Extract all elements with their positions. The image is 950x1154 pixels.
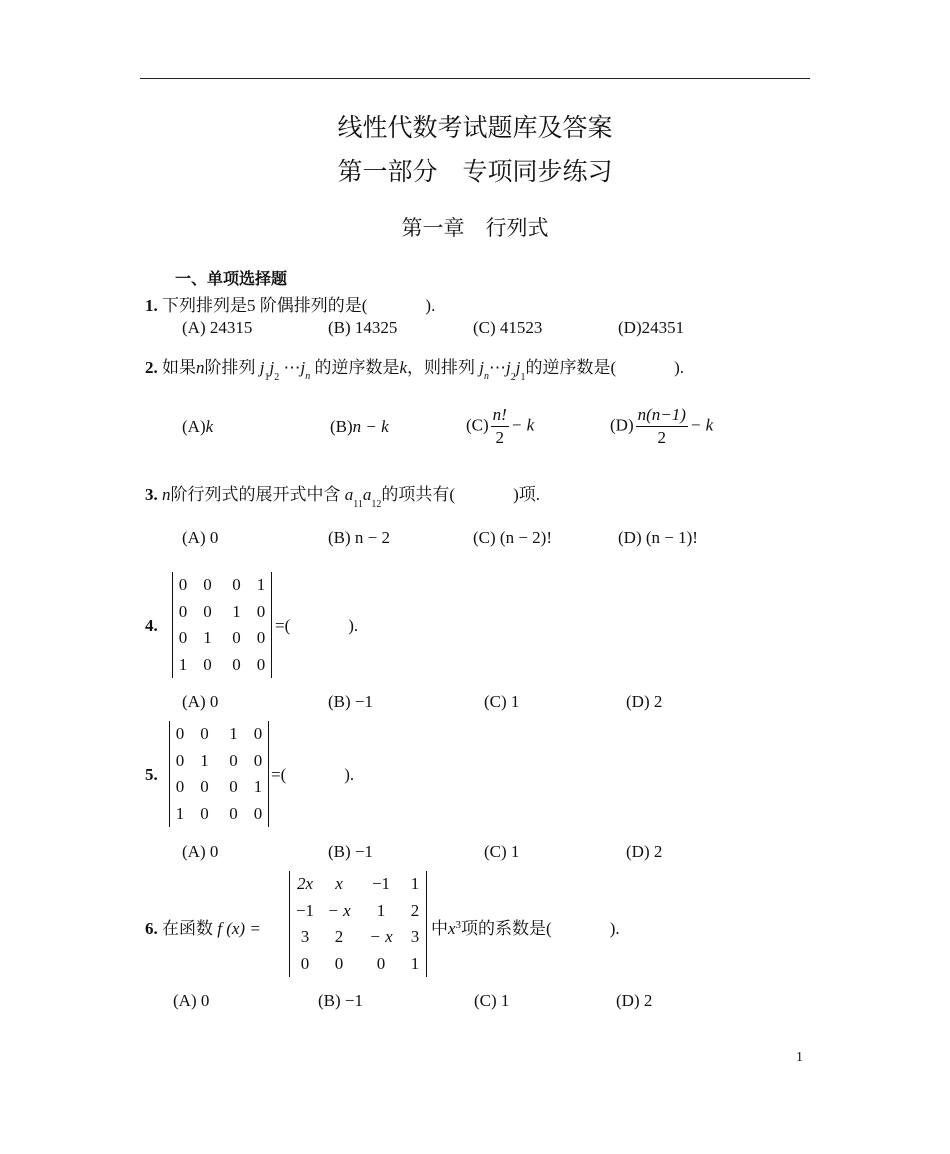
q6-option-a: (A) 0 xyxy=(173,991,210,1010)
matrix-cell: 2 xyxy=(410,900,420,920)
question-1: 1. 下列排列是5 阶偶排列的是( ). xyxy=(145,296,436,315)
matrix-cell: 0 xyxy=(203,601,212,621)
matrix-cell: −1 xyxy=(295,900,315,920)
matrix-cell: 0 xyxy=(229,750,238,770)
q1-option-c: (C) 41523 xyxy=(473,318,543,337)
matrix-cell: 1 xyxy=(200,750,209,770)
q2-option-a: (A)k xyxy=(182,417,214,436)
matrix-cell: 0 xyxy=(376,953,386,973)
q3-option-a: (A) 0 xyxy=(182,528,219,547)
matrix-cell: 1 xyxy=(256,575,266,595)
q6-option-b: (B) −1 xyxy=(318,991,363,1010)
q5-option-c: (C) 1 xyxy=(484,842,520,861)
matrix-cell: 1 xyxy=(410,953,420,973)
matrix-cell: 0 xyxy=(229,777,238,797)
question-3: 3. n阶行列式的展开式中含 $a_{11}a_{12}$的项共有( )项. xyxy=(145,485,540,510)
q3-option-b: (B) n − 2 xyxy=(328,528,390,547)
matrix-cell: 1 xyxy=(175,803,185,823)
q3-option-d: (D) (n − 1)! xyxy=(618,528,698,547)
q4-option-b: (B) −1 xyxy=(328,692,373,711)
q5-equals: =( ). xyxy=(271,765,355,784)
matrix-cell: 0 xyxy=(203,575,212,595)
matrix-cell: 0 xyxy=(178,628,188,648)
matrix-cell: 0 xyxy=(232,575,241,595)
matrix-cell: 1 xyxy=(253,777,263,797)
matrix-cell: 0 xyxy=(253,750,263,770)
matrix-cell: 1 xyxy=(410,874,420,894)
matrix-cell: 0 xyxy=(175,777,185,797)
q4-option-d: (D) 2 xyxy=(626,692,663,711)
q1-option-a: (A) 24315 xyxy=(182,318,253,337)
matrix-cell: − x xyxy=(369,927,393,947)
q6-question-tail: 中$x^3$项的系数是( ). xyxy=(431,919,620,938)
q2-option-c: (C) $\frac{n!}{2}$ − k xyxy=(466,405,535,447)
matrix-cell: 1 xyxy=(376,900,386,920)
document-title: 线性代数考试题库及答案 xyxy=(337,115,613,142)
matrix-cell: 0 xyxy=(200,777,209,797)
question-text: 下列排列是5 阶偶排列的是( xyxy=(162,296,368,315)
matrix-cell: 3 xyxy=(410,927,420,947)
q4-equals: =( ). xyxy=(275,616,359,635)
question-6: 6. 在函数 f (x) = xyxy=(145,919,261,938)
matrix-cell: 0 xyxy=(200,803,209,823)
matrix-cell: 3 xyxy=(300,927,310,947)
matrix-cell: 0 xyxy=(200,724,209,744)
question-number: 1 xyxy=(145,296,154,315)
q2-option-b: (B)n − k xyxy=(330,417,389,436)
matrix-cell: 0 xyxy=(175,724,185,744)
matrix-cell: x xyxy=(335,874,343,894)
q1-option-b: (B) 14325 xyxy=(328,318,398,337)
q6-determinant xyxy=(289,871,427,977)
matrix-cell: 0 xyxy=(256,601,266,621)
q2-option-d: (D) $\frac{n(n-1)}{2}$ − k xyxy=(610,405,714,447)
q3-option-c: (C) (n − 2)! xyxy=(473,528,552,547)
matrix-cell: 0 xyxy=(178,601,188,621)
matrix-cell: 1 xyxy=(178,654,188,674)
page-number: 1 xyxy=(796,1050,803,1065)
matrix-cell: 0 xyxy=(300,953,310,973)
q4-determinant xyxy=(172,572,272,678)
matrix-cell: 2x xyxy=(296,874,314,894)
matrix-cell: 0 xyxy=(229,803,238,823)
q5-option-a: (A) 0 xyxy=(182,842,219,861)
matrix-cell: 2 xyxy=(334,927,344,947)
matrix-cell: 0 xyxy=(203,654,212,674)
matrix-cell: 1 xyxy=(229,724,238,744)
matrix-cell: −1 xyxy=(371,874,391,894)
top-rule xyxy=(140,78,810,79)
matrix-cell: 0 xyxy=(256,628,266,648)
matrix-cell: 0 xyxy=(232,628,241,648)
q4-option-a: (A) 0 xyxy=(182,692,219,711)
question-4-number: 4. xyxy=(145,616,158,635)
q5-determinant xyxy=(169,721,269,827)
q4-option-c: (C) 1 xyxy=(484,692,520,711)
matrix-cell: − x xyxy=(327,900,351,920)
matrix-cell: 0 xyxy=(253,803,263,823)
chapter-heading: 第一章 行列式 xyxy=(401,216,549,240)
q6-option-c: (C) 1 xyxy=(474,991,510,1010)
part-heading: 第一部分 专项同步练习 xyxy=(337,159,613,186)
question-5-number: 5. xyxy=(145,765,158,784)
matrix-cell: 1 xyxy=(203,628,212,648)
q5-option-d: (D) 2 xyxy=(626,842,663,861)
question-2: 2. 如果n阶排列 $j_1j_2$ $\cdots j_n$ 的逆序数是k，则排列 $j_n\cdots j_2j_1$的逆序数是( ). xyxy=(145,358,685,383)
matrix-cell: 0 xyxy=(253,724,263,744)
q6-option-d: (D) 2 xyxy=(616,991,653,1010)
section-heading: 一、单项选择题 xyxy=(175,269,288,288)
q5-option-b: (B) −1 xyxy=(328,842,373,861)
matrix-cell: 0 xyxy=(178,575,188,595)
matrix-cell: 1 xyxy=(232,601,241,621)
matrix-cell: 0 xyxy=(175,750,185,770)
matrix-cell: 0 xyxy=(256,654,266,674)
matrix-cell: 0 xyxy=(232,654,241,674)
matrix-cell: 0 xyxy=(334,953,344,973)
q1-option-d: (D)24351 xyxy=(618,318,685,337)
